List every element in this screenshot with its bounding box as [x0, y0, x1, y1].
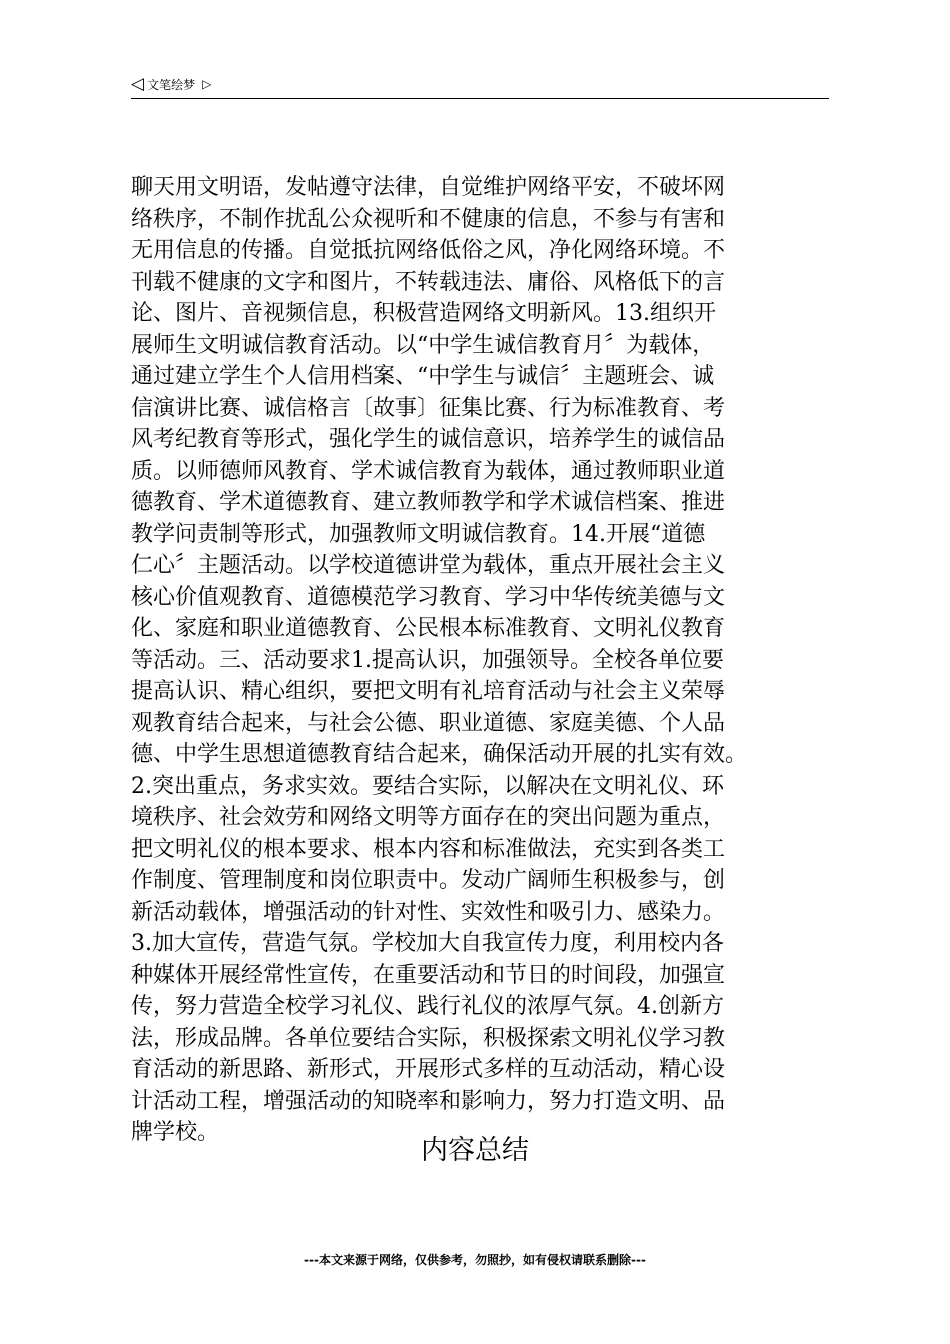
- body-line: 无用信息的传播。自觉抵抗网络低俗之风，净化网络环境。不: [131, 238, 726, 263]
- body-line: 核心价值观教育、道德模范学习教育、学习中华传统美德与文: [131, 584, 726, 610]
- body-line: 境秩序、社会效劳和网络文明等方面存在的突出问题为重点，: [131, 805, 726, 830]
- footer-disclaimer: ---本文来源于网络，仅供参考，勿照抄，如有侵权请联系删除---: [304, 1253, 646, 1267]
- page-header: [131, 70, 829, 99]
- body-line: 德教育、学术道德教育、建立教师教学和学术诚信档案、推进: [131, 490, 726, 515]
- body-line: 育活动的新思路、新形式，开展形式多样的互动活动，精心设: [131, 1057, 726, 1082]
- body-line: 观教育结合起来，与社会公德、职业道德、家庭美德、个人品: [131, 710, 726, 736]
- body-line: 法，形成品牌。各单位要结合实际，积极探索文明礼仪学习教: [131, 1025, 726, 1051]
- body-line: 风考纪教育等形式，强化学生的诚信意识，培养学生的诚信品: [131, 427, 726, 452]
- body-line: 化、家庭和职业道德教育、公民根本标准教育、文明礼仪教育: [131, 616, 726, 641]
- body-line: 德、中学生思想道德教育结合起来，确保活动开展的扎实有效。: [131, 742, 748, 767]
- body-line: 计活动工程，增强活动的知晓率和影响力，努力打造文明、品: [131, 1088, 726, 1114]
- body-line: 新活动载体，增强活动的针对性、实效性和吸引力、感染力。: [131, 899, 726, 925]
- triangle-right-icon: ▷: [202, 77, 212, 91]
- body-line: 通过建立学生个人信用档案、“中学生与诚信〞主题班会、诚: [131, 364, 715, 389]
- document-body: [131, 172, 839, 1149]
- body-line: 刊载不健康的文字和图片，不转载违法、庸俗、风格低下的言: [131, 269, 726, 295]
- body-line: 等活动。三、活动要求1.提高认识，加强领导。全校各单位要: [131, 647, 724, 673]
- body-line: 质。以师德师风教育、学术诚信教育为载体，通过教师职业道: [131, 458, 726, 484]
- body-line: 络秩序，不制作扰乱公众视听和不健康的信息，不参与有害和: [131, 206, 726, 232]
- body-line: 3.加大宣传，营造气氛。学校加大自我宣传力度，利用校内各: [131, 931, 724, 956]
- body-line: 作制度、管理制度和岗位职责中。发动广阔师生积极参与，创: [131, 868, 726, 893]
- body-line: 仁心〞主题活动。以学校道德讲堂为载体，重点开展社会主义: [131, 553, 726, 578]
- body-line: 传，努力营造全校学习礼仪、践行礼仪的浓厚气氛。4.创新方: [131, 994, 724, 1019]
- body-line: 展师生文明诚信教育活动。以“中学生诚信教育月〞为载体，: [131, 332, 715, 358]
- body-line: 论、图片、音视频信息，积极营造网络文明新风。13.组织开: [131, 301, 716, 326]
- body-line: 种媒体开展经常性宣传，在重要活动和节日的时间段，加强宣: [131, 962, 726, 988]
- header-brand: 文笔绘梦: [147, 77, 196, 92]
- body-line: 教学问责制等形式，加强教师文明诚信教育。14.开展“道德: [131, 521, 706, 547]
- body-line: 提高认识、精心组织，要把文明有礼培育活动与社会主义荣辱: [131, 679, 726, 704]
- body-line: 牌学校。: [131, 1120, 220, 1145]
- summary-heading: 内容总结: [421, 1135, 529, 1166]
- body-line: 2.突出重点，务求实效。要结合实际，以解决在文明礼仪、环: [131, 773, 724, 799]
- body-line: 把文明礼仪的根本要求、根本内容和标准做法，充实到各类工: [131, 836, 726, 862]
- body-line: 聊天用文明语，发帖遵守法律，自觉维护网络平安，不破坏网: [131, 175, 726, 200]
- triangle-left-icon: ◁: [131, 73, 145, 94]
- body-line: 信演讲比赛、诚信格言〔故事〕征集比赛、行为标准教育、考: [131, 395, 726, 421]
